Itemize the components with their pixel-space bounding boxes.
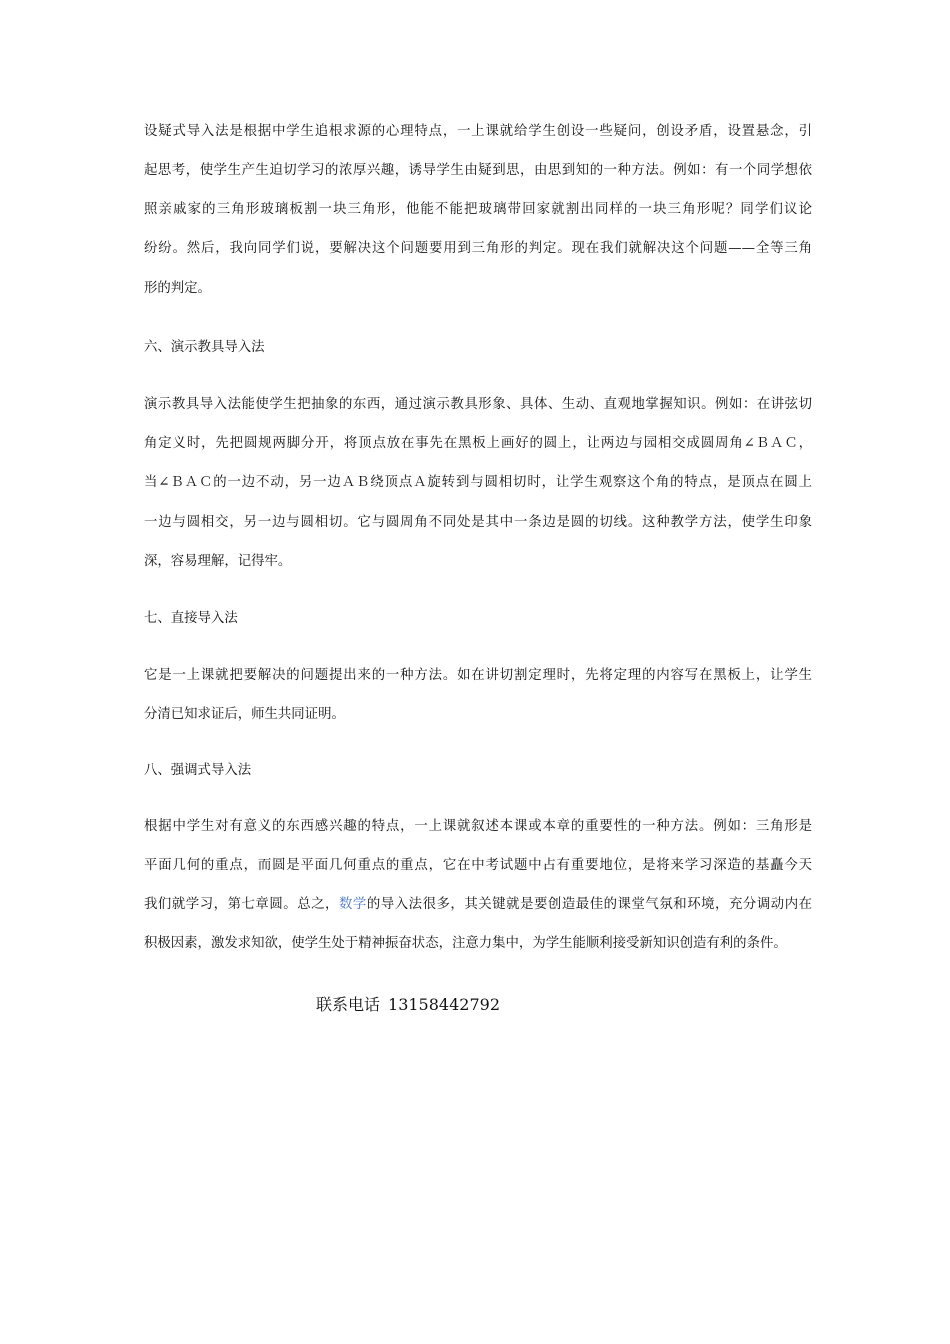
paragraph-1-line-1: 设疑式导入法是根据中学生追根求源的心理特点，一上课就给学生创设一些疑问，创设矛盾，设置悬念，引 bbox=[144, 124, 812, 139]
paragraph-6-line-4: 一边与圆相交，另一边与圆相切。它与圆周角不同处是其中一条边是圆的切线。这种教学方法，使学生印象 bbox=[144, 515, 812, 530]
section-heading-8: 八、强调式导入法 bbox=[144, 763, 252, 778]
math-link[interactable]: 数学 bbox=[339, 897, 367, 912]
paragraph-8-line-3-end: 的导入法很多，其关键就是要创造最佳的课堂气氛和环境，充分调动内在 bbox=[366, 897, 813, 912]
contact-phone: 13158442792 bbox=[388, 995, 500, 1014]
paragraph-7-line-1: 它是一上课就把要解决的问题提出来的一种方法。如在讲切割定理时，先将定理的内容写在黑板上，让学生 bbox=[144, 668, 812, 683]
paragraph-1-line-2: 起思考，使学生产生迫切学习的浓厚兴趣，诱导学生由疑到思，由思到知的一种方法。例如：有一个同学想依 bbox=[144, 163, 812, 178]
paragraph-7-line-2: 分清已知求证后，师生共同证明。 bbox=[144, 707, 345, 722]
paragraph-8-line-3-start: 我们就学习，第七章圆。总之， bbox=[144, 897, 339, 912]
paragraph-8-line-1: 根据中学生对有意义的东西感兴趣的特点，一上课就叙述本课或本章的重要性的一种方法。例如：三角形是 bbox=[144, 819, 812, 834]
paragraph-6-line-1: 演示教具导入法能使学生把抽象的东西，通过演示教具形象、具体、生动、直观地掌握知识。例如：在讲弦切 bbox=[144, 397, 812, 412]
contact-info bbox=[316, 995, 500, 1015]
paragraph-8-line-4: 积极因素，激发求知欲，使学生处于精神振奋状态，注意力集中，为学生能顺利接受新知识创造有利的条件。 bbox=[144, 936, 787, 951]
contact-label: 联系电话 bbox=[316, 995, 381, 1014]
paragraph-6-line-2: 角定义时，先把圆规两脚分开，将顶点放在事先在黑板上画好的圆上，让两边与园相交成圆周角∠ＢＡＣ， bbox=[144, 436, 812, 451]
paragraph-1-line-5: 形的判定。 bbox=[144, 281, 211, 296]
paragraph-1-line-4: 纷纷。然后，我向同学们说，要解决这个问题要用到三角形的判定。现在我们就解决这个问题——全等三角 bbox=[144, 241, 812, 256]
paragraph-8-line-2: 平面几何的重点，而圆是平面几何重点的重点，它在中考试题中占有重要地位，是将来学习深造的基矗今天 bbox=[144, 858, 812, 873]
section-heading-6: 六、演示教具导入法 bbox=[144, 340, 265, 355]
paragraph-6-line-3: 当∠ＢＡＣ的一边不动，另一边ＡＢ绕顶点Ａ旋转到与圆相切时，让学生观察这个角的特点，是顶点在圆上 bbox=[144, 475, 812, 490]
paragraph-6-line-5: 深，容易理解，记得牢。 bbox=[144, 554, 292, 569]
paragraph-8-line-3 bbox=[144, 896, 812, 913]
paragraph-1-line-3: 照亲戚家的三角形玻璃板割一块三角形，他能不能把玻璃带回家就割出同样的一块三角形呢？同学们议论 bbox=[144, 202, 812, 217]
section-heading-7: 七、直接导入法 bbox=[144, 611, 238, 626]
